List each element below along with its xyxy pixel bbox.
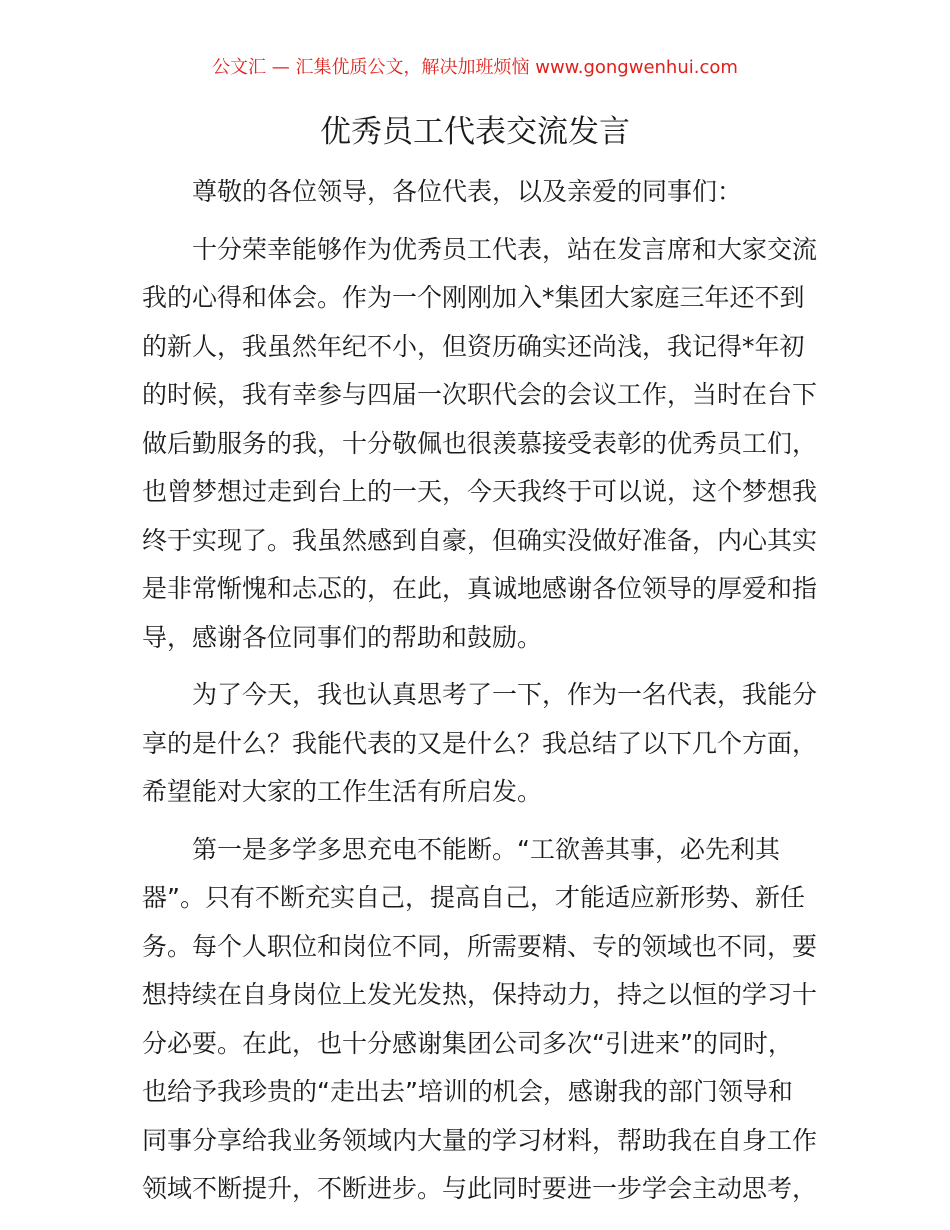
text-line: 希望能对大家的工作生活有所启发。 bbox=[142, 777, 543, 806]
document-body bbox=[142, 168, 818, 1214]
text-line: 导，感谢各位同事们的帮助和鼓励。 bbox=[142, 622, 543, 652]
watermark-header: 公文汇 — 汇集优质公文，解决加班烦恼 www.gongwenhui.com bbox=[212, 57, 738, 78]
paragraph-3 bbox=[142, 826, 818, 1214]
paragraph-2 bbox=[142, 671, 818, 817]
text-line: 分必要。在此，也十分感谢集团公司多次“引进来”的同时， bbox=[142, 1028, 793, 1058]
paragraph-gap bbox=[142, 817, 812, 826]
paragraph-gap bbox=[142, 662, 812, 671]
text-line: 的新人，我虽然年纪不小，但资历确实还尚浅，我记得*年初 bbox=[142, 331, 805, 361]
paragraph-gap bbox=[142, 217, 812, 226]
text-line: 也曾梦想过走到台上的一天，今天我终于可以说，这个梦想我 bbox=[142, 477, 818, 506]
paragraph-1 bbox=[142, 226, 818, 663]
text-line: 同事分享给我业务领域内大量的学习材料，帮助我在自身工作 bbox=[142, 1125, 818, 1155]
text-line: 我的心得和体会。作为一个刚刚加入*集团大家庭三年还不到 bbox=[142, 283, 805, 312]
text-line: 想持续在自身岗位上发光发热，保持动力，持之以恒的学习十 bbox=[142, 980, 818, 1009]
text-line: 十分荣幸能够作为优秀员工代表，站在发言席和大家交流 bbox=[192, 234, 818, 264]
text-line: 也给予我珍贵的“走出去”培训的机会，感谢我的部门领导和 bbox=[142, 1077, 793, 1106]
text-line: 务。每个人职位和岗位不同，所需要精、专的领域也不同，要 bbox=[142, 931, 818, 961]
text-line: 的时候，我有幸参与四届一次职代会的会议工作，当时在台下 bbox=[142, 380, 818, 409]
text-line: 第一是多学多思充电不能断。“工欲善其事，必先利其 bbox=[192, 834, 780, 864]
salutation: 尊敬的各位领导，各位代表，以及亲爱的同事们： bbox=[192, 177, 743, 206]
document-title: 优秀员工代表交流发言 bbox=[320, 114, 630, 150]
text-line: 是非常惭愧和忐忑的，在此，真诚地感谢各位领导的厚爱和指 bbox=[142, 574, 818, 603]
text-line: 享的是什么？我能代表的又是什么？我总结了以下几个方面， bbox=[142, 728, 818, 758]
text-line: 做后勤服务的我，十分敬佩也很羡慕接受表彰的优秀员工们， bbox=[142, 428, 818, 458]
text-line: 终于实现了。我虽然感到自豪，但确实没做好准备，内心其实 bbox=[142, 525, 818, 555]
text-line: 领域不断提升，不断进步。与此同时要进一步学会主动思考， bbox=[142, 1174, 818, 1203]
text-line: 为了今天，我也认真思考了一下，作为一名代表，我能分 bbox=[192, 680, 818, 709]
text-line: 器”。只有不断充实自己，提高自己，才能适应新形势、新任 bbox=[142, 883, 805, 912]
